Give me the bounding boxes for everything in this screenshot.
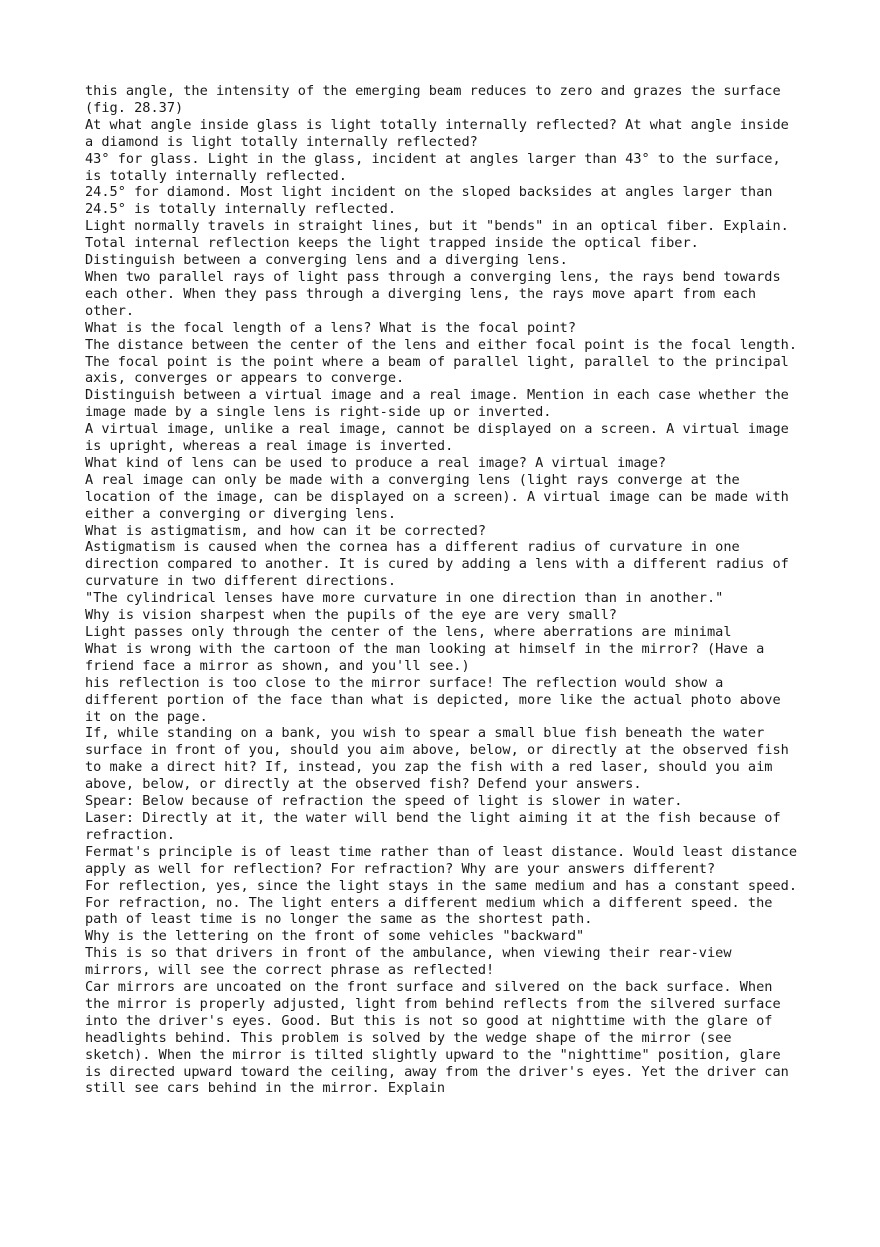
question: Why is the lettering on the front of some vehicles "backward" xyxy=(85,928,585,945)
answer: 43° for glass. Light in the glass, incident at angles larger than 43° to the surface, is totally internally reflected. xyxy=(85,150,781,184)
answer: Astigmatism is caused when the cornea has a different radius of curvature in one direction compared to another. It is cured by adding a lens with a different radius of curvature in two different directions. xyxy=(85,539,789,590)
question: Fermat's principle is of least time rather than of least distance. Would least distance apply as well for reflection? For refraction? Why are your answers different? xyxy=(85,843,798,877)
paragraph: this angle, the intensity of the emerging beam reduces to zero and grazes the surface (fig. 28.37) xyxy=(85,83,781,116)
question: Car mirrors are uncoated on the front surface and silvered on the back surface. When the mirror is properly adjusted, light from behind reflects from the silvered surface into the driver's eyes. Good. But this is not so good at nighttime with the glare of headlights behind. This problem is solved by the wedge shape of the mirror (see sketch). When the mirror is tilted slightly upward to the "nighttime" position, glare is directed upward toward the ceiling, away from the driver's eyes. Yet the driver can still see cars behind in the mirror. Explain xyxy=(85,979,789,1097)
question: If, while standing on a bank, you wish to spear a small blue fish beneath the water surface in front of you, should you aim above, below, or directly at the observed fish to make a direct hit? If, instead, you zap the fish with a red laser, should you aim above, below, or directly at the observed fish? Defend your answers. xyxy=(85,725,789,793)
answer: This is so that drivers in front of the ambulance, when viewing their rear-view mirrors, will see the correct phrase as reflected! xyxy=(85,945,732,979)
answer: Total internal reflection keeps the light trapped inside the optical fiber. xyxy=(85,235,699,252)
answer: Laser: Directly at it, the water will bend the light aiming it at the fish because of refraction. xyxy=(85,809,781,843)
question: What kind of lens can be used to produce a real image? A virtual image? xyxy=(85,454,667,471)
question: Light normally travels in straight lines, but it "bends" in an optical fiber. Explain. xyxy=(85,218,789,235)
answer: For reflection, yes, since the light stays in the same medium and has a constant speed. For refraction, no. The light enters a different medium which a different speed. the path of least time is no longer the same as the shortest path. xyxy=(85,877,798,928)
question: What is wrong with the cartoon of the man looking at himself in the mirror? (Have a friend face a mirror as shown, and you'll see.) xyxy=(85,640,765,674)
question: What is astigmatism, and how can it be corrected? xyxy=(85,522,487,539)
answer: Spear: Below because of refraction the speed of light is slower in water. xyxy=(85,793,683,810)
question: Distinguish between a converging lens and a diverging lens. xyxy=(85,252,568,269)
question: What is the focal length of a lens? What is the focal point? xyxy=(85,319,577,336)
answer: "The cylindrical lenses have more curvature in one direction than in another." xyxy=(85,590,724,607)
question: At what angle inside glass is light totally internally reflected? At what angle inside a diamond is light totally internally reflected? xyxy=(85,116,789,150)
answer: 24.5° for diamond. Most light incident on the sloped backsides at angles larger than 24.5° is totally internally reflected. xyxy=(85,184,773,218)
document-body xyxy=(85,83,805,1097)
answer: A virtual image, unlike a real image, cannot be displayed on a screen. A virtual image is upright, whereas a real image is inverted. xyxy=(85,421,789,455)
answer: When two parallel rays of light pass through a converging lens, the rays bend towards each other. When they pass through a diverging lens, the rays move apart from each other. xyxy=(85,268,781,319)
question: Distinguish between a virtual image and a real image. Mention in each case whether the image made by a single lens is right-side up or inverted. xyxy=(85,387,789,421)
answer: Light passes only through the center of the lens, where aberrations are minimal xyxy=(85,624,732,640)
question: Why is vision sharpest when the pupils of the eye are very small? xyxy=(85,607,617,624)
answer: his reflection is too close to the mirror surface! The reflection would show a different portion of the face than what is depicted, more like the actual photo above it on the page. xyxy=(85,674,781,725)
answer: A real image can only be made with a converging lens (light rays converge at the location of the image, can be displayed on a screen). A virtual image can be made with either a converging or diverging lens. xyxy=(85,471,789,522)
answer: The distance between the center of the lens and either focal point is the focal length. The focal point is the point where a beam of parallel light, parallel to the principal axis, converges or appears to converge. xyxy=(85,336,798,387)
